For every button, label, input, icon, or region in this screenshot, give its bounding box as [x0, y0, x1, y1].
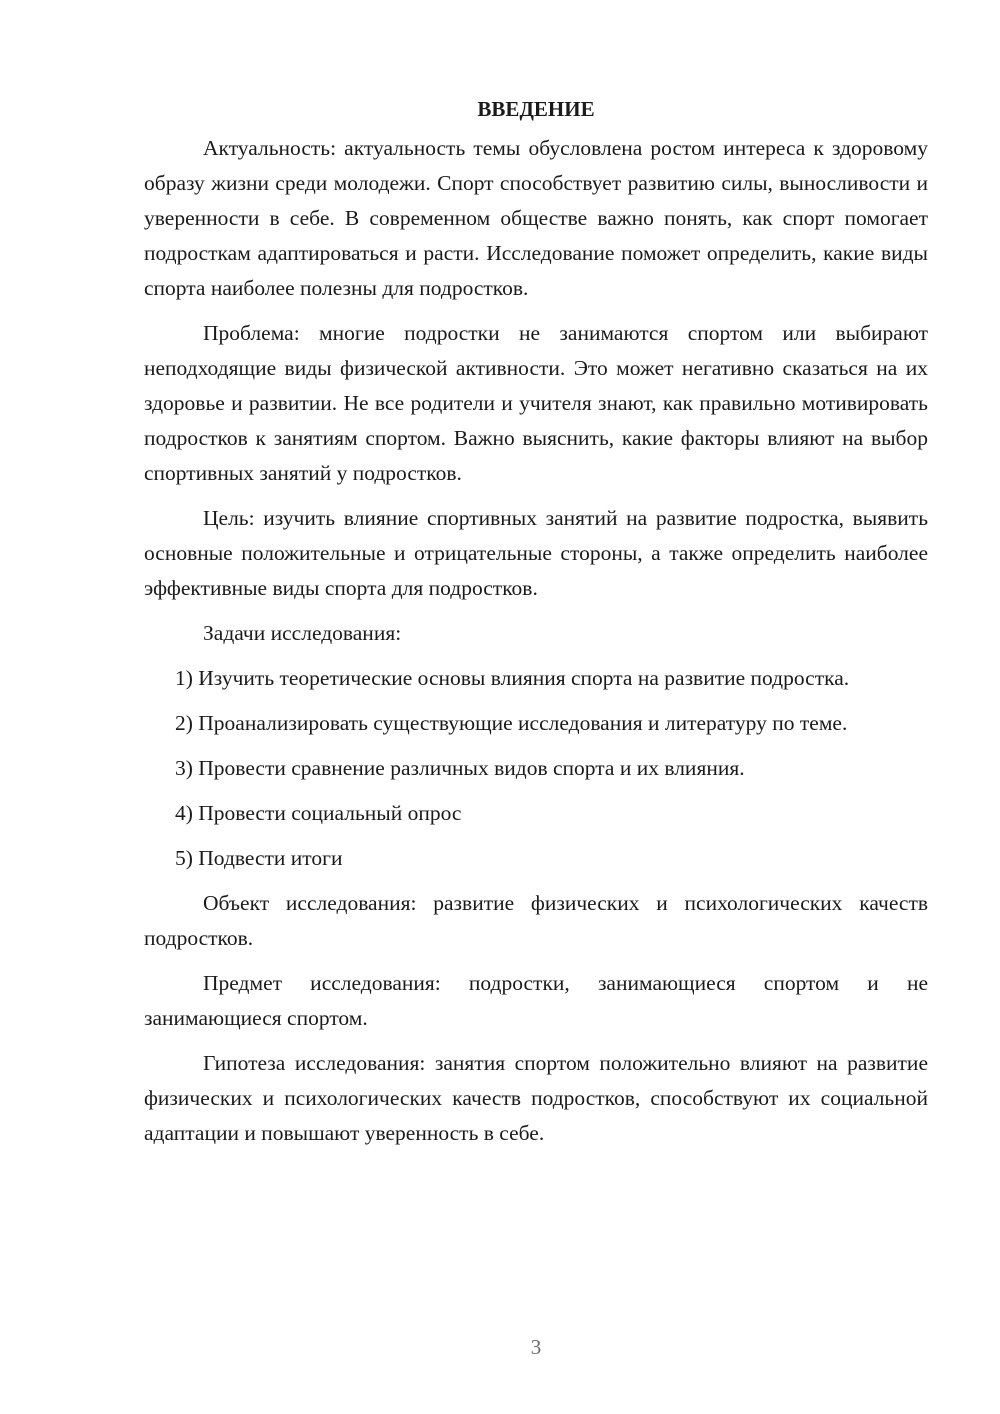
subject-paragraph: Предмет исследования: подростки, занимающиеся спортом и не занимающиеся спортом.: [144, 971, 928, 1030]
document-page: [144, 92, 928, 1161]
task-item: 4) Провести социальный опрос: [175, 801, 462, 825]
relevance-paragraph: Актуальность: актуальность темы обусловлена ростом интереса к здоровому образу жизни среди молодежи. Спорт способствует развитию силы, выносливости и уверенности в себе. В современном обществе важно понять, как спорт помогает подросткам адаптироваться и расти. Исследование поможет определить, какие виды спорта наиболее полезны для подростков.: [144, 136, 928, 300]
hypothesis-paragraph: Гипотеза исследования: занятия спортом положительно влияют на развитие физических и психологических качеств подростков, способствуют их социальной адаптации и повышают уверенность в себе.: [144, 1051, 928, 1145]
task-item: 1) Изучить теоретические основы влияния спорта на развитие подростка.: [175, 666, 850, 690]
task-item: 5) Подвести итоги: [175, 846, 343, 870]
tasks-heading: Задачи исследования:: [203, 621, 402, 645]
problem-paragraph: Проблема: многие подростки не занимаются спортом или выбирают неподходящие виды физической активности. Это может негативно сказаться на их здоровье и развитии. Не все родители и учителя знают, как правильно мотивировать подростков к занятиям спортом. Важно выяснить, какие факторы влияют на выбор спортивных занятий у подростков.: [144, 321, 928, 485]
task-item: 2) Проанализировать существующие исследования и литературу по теме.: [175, 711, 848, 735]
page-number: 3: [530, 1335, 542, 1359]
section-title: ВВЕДЕНИЕ: [477, 97, 595, 121]
goal-paragraph: Цель: изучить влияние спортивных занятий на развитие подростка, выявить основные положительные и отрицательные стороны, а также определить наиболее эффективные виды спорта для подростков.: [144, 506, 928, 600]
task-item: 3) Провести сравнение различных видов спорта и их влияния.: [175, 756, 745, 780]
object-paragraph: Объект исследования: развитие физических и психологических качеств подростков.: [144, 891, 928, 950]
